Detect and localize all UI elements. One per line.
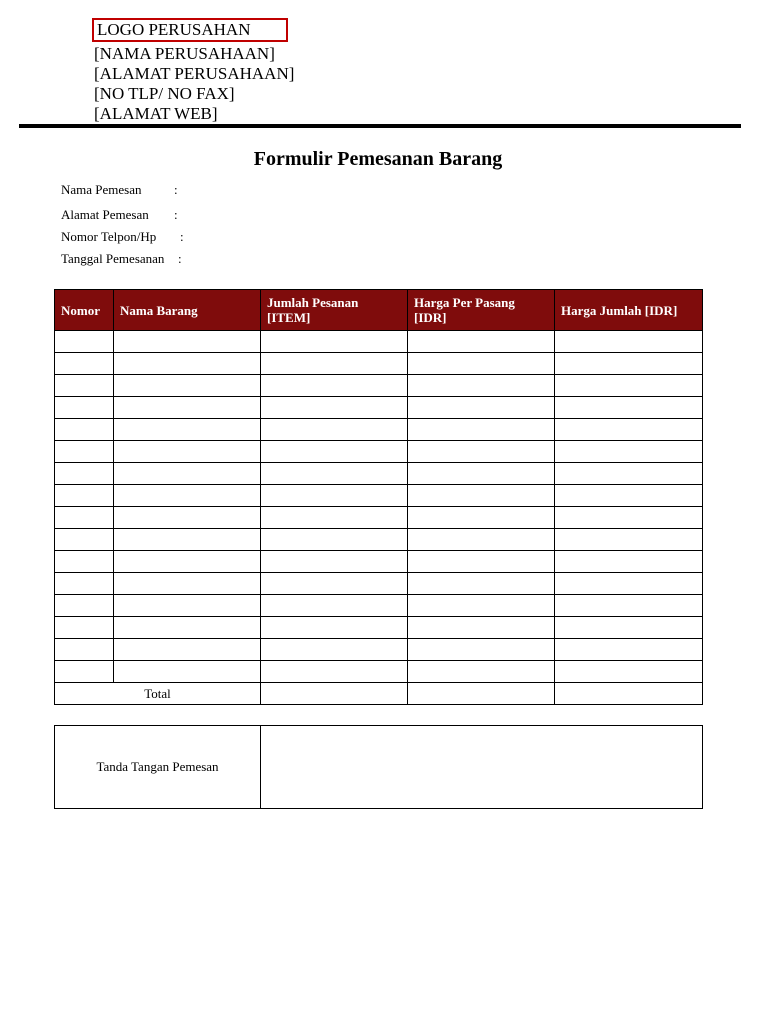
table-row (55, 331, 703, 353)
field-colon: : (180, 229, 184, 244)
form-title: Formulir Pemesanan Barang (253, 148, 503, 170)
cell-total-price[interactable] (555, 397, 703, 419)
cell-item-name[interactable] (114, 529, 261, 551)
table-row (55, 353, 703, 375)
header-divider (19, 124, 741, 128)
order-table (54, 289, 703, 705)
cell-total-price[interactable] (555, 551, 703, 573)
cell-quantity[interactable] (261, 529, 408, 551)
cell-unit-price[interactable] (408, 397, 555, 419)
table-row (55, 529, 703, 551)
cell-quantity[interactable] (261, 441, 408, 463)
field-label: Tanggal Pemesanan (61, 251, 165, 266)
cell-quantity[interactable] (261, 573, 408, 595)
column-header-unit-price: Harga Per Pasang [IDR] (408, 290, 555, 331)
table-row (55, 463, 703, 485)
cell-unit-price[interactable] (408, 463, 555, 485)
table-row (55, 639, 703, 661)
table-row (55, 573, 703, 595)
cell-total-price[interactable] (555, 441, 703, 463)
company-phone-fax: [NO TLP/ NO FAX] (94, 84, 235, 103)
cell-total-price[interactable] (555, 485, 703, 507)
cell-total-price[interactable] (555, 639, 703, 661)
cell-unit-price[interactable] (408, 353, 555, 375)
total-quantity-cell[interactable] (261, 683, 408, 705)
cell-quantity[interactable] (261, 595, 408, 617)
cell-number[interactable] (55, 463, 114, 485)
cell-unit-price[interactable] (408, 573, 555, 595)
cell-item-name[interactable] (114, 639, 261, 661)
cell-item-name[interactable] (114, 441, 261, 463)
cell-number[interactable] (55, 331, 114, 353)
table-row (55, 595, 703, 617)
cell-total-price[interactable] (555, 463, 703, 485)
table-row (55, 617, 703, 639)
signature-table (54, 725, 703, 809)
cell-number[interactable] (55, 507, 114, 529)
company-name: [NAMA PERUSAHAAN] (94, 44, 275, 63)
cell-total-price[interactable] (555, 617, 703, 639)
column-header-number: Nomor (55, 290, 114, 331)
total-unit-price-cell[interactable] (408, 683, 555, 705)
field-customer-address (61, 207, 178, 223)
cell-quantity[interactable] (261, 419, 408, 441)
table-row (55, 375, 703, 397)
cell-number[interactable] (55, 595, 114, 617)
column-header-quantity: Jumlah Pesanan [ITEM] (261, 290, 408, 331)
cell-unit-price[interactable] (408, 375, 555, 397)
cell-number[interactable] (55, 661, 114, 683)
cell-total-price[interactable] (555, 529, 703, 551)
cell-item-name[interactable] (114, 595, 261, 617)
cell-quantity[interactable] (261, 507, 408, 529)
cell-number[interactable] (55, 639, 114, 661)
cell-unit-price[interactable] (408, 419, 555, 441)
field-label: Nomor Telpon/Hp (61, 229, 157, 244)
order-table-body (55, 331, 703, 683)
cell-item-name[interactable] (114, 661, 261, 683)
signature-row (55, 726, 703, 809)
company-logo-placeholder: LOGO PERUSAHAN (92, 18, 288, 42)
table-total-row (55, 683, 703, 705)
cell-unit-price[interactable] (408, 331, 555, 353)
table-header-row (55, 290, 703, 331)
cell-item-name[interactable] (114, 419, 261, 441)
field-colon: : (174, 207, 178, 222)
signature-area[interactable] (261, 726, 703, 809)
cell-number[interactable] (55, 617, 114, 639)
company-address: [ALAMAT PERUSAHAAN] (94, 64, 295, 83)
cell-number[interactable] (55, 529, 114, 551)
cell-unit-price[interactable] (408, 441, 555, 463)
column-header-item-name: Nama Barang (114, 290, 261, 331)
cell-unit-price[interactable] (408, 529, 555, 551)
cell-item-name[interactable] (114, 353, 261, 375)
cell-total-price[interactable] (555, 507, 703, 529)
field-label: Nama Pemesan (61, 182, 142, 197)
table-row (55, 551, 703, 573)
cell-unit-price[interactable] (408, 661, 555, 683)
table-row (55, 441, 703, 463)
cell-item-name[interactable] (114, 573, 261, 595)
cell-unit-price[interactable] (408, 485, 555, 507)
table-row (55, 507, 703, 529)
cell-total-price[interactable] (555, 419, 703, 441)
cell-quantity[interactable] (261, 397, 408, 419)
cell-item-name[interactable] (114, 507, 261, 529)
cell-unit-price[interactable] (408, 595, 555, 617)
cell-number[interactable] (55, 419, 114, 441)
total-label: Total (55, 683, 261, 705)
cell-number[interactable] (55, 573, 114, 595)
cell-quantity[interactable] (261, 353, 408, 375)
cell-item-name[interactable] (114, 485, 261, 507)
field-customer-name (61, 182, 178, 198)
field-order-date (61, 251, 182, 267)
cell-item-name[interactable] (114, 397, 261, 419)
column-header-total-price: Harga Jumlah [IDR] (555, 290, 703, 331)
cell-number[interactable] (55, 375, 114, 397)
field-colon: : (178, 251, 182, 266)
cell-quantity[interactable] (261, 485, 408, 507)
cell-total-price[interactable] (555, 331, 703, 353)
cell-item-name[interactable] (114, 331, 261, 353)
cell-quantity[interactable] (261, 331, 408, 353)
cell-item-name[interactable] (114, 463, 261, 485)
table-row (55, 397, 703, 419)
cell-number[interactable] (55, 551, 114, 573)
cell-quantity[interactable] (261, 617, 408, 639)
cell-total-price[interactable] (555, 661, 703, 683)
cell-number[interactable] (55, 353, 114, 375)
table-row (55, 485, 703, 507)
field-label: Alamat Pemesan (61, 207, 149, 222)
cell-total-price[interactable] (555, 353, 703, 375)
field-customer-phone (61, 229, 184, 245)
cell-number[interactable] (55, 441, 114, 463)
cell-number[interactable] (55, 397, 114, 419)
cell-unit-price[interactable] (408, 507, 555, 529)
cell-quantity[interactable] (261, 375, 408, 397)
cell-total-price[interactable] (555, 573, 703, 595)
cell-item-name[interactable] (114, 551, 261, 573)
company-website: [ALAMAT WEB] (94, 104, 218, 123)
field-colon: : (174, 182, 178, 197)
cell-quantity[interactable] (261, 661, 408, 683)
cell-total-price[interactable] (555, 595, 703, 617)
cell-item-name[interactable] (114, 375, 261, 397)
grand-total-cell[interactable] (555, 683, 703, 705)
cell-quantity[interactable] (261, 639, 408, 661)
table-row (55, 661, 703, 683)
cell-unit-price[interactable] (408, 639, 555, 661)
table-row (55, 419, 703, 441)
cell-unit-price[interactable] (408, 617, 555, 639)
signature-label: Tanda Tangan Pemesan (55, 726, 261, 809)
cell-number[interactable] (55, 485, 114, 507)
cell-item-name[interactable] (114, 617, 261, 639)
cell-unit-price[interactable] (408, 551, 555, 573)
cell-quantity[interactable] (261, 551, 408, 573)
cell-quantity[interactable] (261, 463, 408, 485)
cell-total-price[interactable] (555, 375, 703, 397)
